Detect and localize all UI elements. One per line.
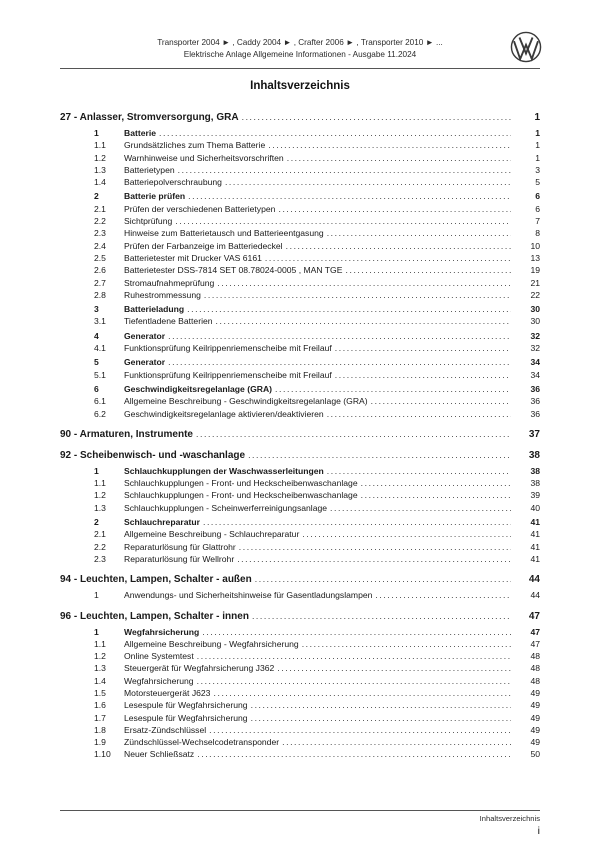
item-title: Funktionsprüfung Keilrippenriemenscheibe mit Freilauf (124, 369, 332, 380)
dot-leader (217, 277, 511, 289)
dot-leader (216, 315, 511, 327)
item-number: 2.1 (94, 203, 106, 214)
page-number: 44 (530, 590, 540, 601)
item-number: 1.7 (94, 712, 106, 723)
footer-divider (60, 810, 540, 811)
toc-item-row[interactable] (60, 408, 540, 420)
page-number: 30 (530, 304, 540, 315)
item-number: 1.4 (94, 177, 106, 188)
dot-leader (268, 139, 511, 151)
item-number: 2.2 (94, 216, 106, 227)
dot-leader (287, 152, 511, 164)
dot-leader (286, 240, 511, 252)
page-number: 1 (535, 152, 540, 163)
page-number: 50 (530, 749, 540, 760)
toc-item-row[interactable] (60, 589, 540, 601)
toc-item-row[interactable] (60, 240, 540, 252)
toc-item-row[interactable] (60, 315, 540, 327)
item-number: 1 (94, 128, 99, 138)
item-number: 1.5 (94, 687, 106, 698)
toc-item-row[interactable] (60, 215, 540, 227)
item-number: 4 (94, 330, 99, 341)
item-title: Schlauchkupplungen - Front- und Heckscheibenwaschanlage (124, 490, 358, 501)
item-number: 1 (94, 465, 99, 476)
item-title: Schlauchreparatur (124, 517, 200, 528)
toc-item-row[interactable] (60, 736, 540, 748)
item-number: 3.1 (94, 316, 106, 327)
dot-leader (237, 553, 511, 565)
page-title: Inhaltsverzeichnis (250, 80, 350, 92)
toc-item-row[interactable] (60, 553, 540, 565)
item-number: 1.1 (94, 638, 106, 649)
item-number: 2.4 (94, 240, 106, 251)
dot-leader (248, 449, 511, 462)
item-number: 4.1 (94, 343, 106, 354)
item-title: Ruhestrommessung (124, 289, 201, 300)
dot-leader (361, 477, 511, 489)
item-number: 2.1 (94, 529, 106, 540)
page-number: 38 (528, 449, 540, 461)
toc-item-row[interactable] (60, 675, 540, 687)
item-title: Warnhinweise und Sicherheitsvorschriften (124, 152, 284, 163)
page-number: 36 (530, 408, 540, 419)
toc-item-row[interactable] (60, 252, 540, 264)
item-title: Reparaturlösung für Wellrohr (124, 553, 235, 564)
item-title: Steuergerät für Wegfahrsicherung J362 (124, 663, 275, 674)
page-number: 49 (530, 687, 540, 698)
toc-chapter-row[interactable] (60, 449, 540, 462)
toc-item-row[interactable] (60, 369, 540, 381)
dot-leader (371, 395, 511, 407)
dot-leader (251, 712, 511, 724)
toc-chapter-row[interactable] (60, 610, 540, 623)
page-number: 49 (530, 724, 540, 735)
item-title: Allgemeine Beschreibung - Wegfahrsicherung (124, 638, 299, 649)
dot-leader (168, 356, 511, 368)
dot-leader (225, 176, 511, 188)
page-number: 44 (528, 574, 540, 586)
item-title: Stromaufnahmeprüfung (124, 277, 215, 288)
item-title: Prüfen der verschiedenen Batterietypen (124, 203, 276, 214)
item-number: 6 (94, 383, 99, 394)
page-number: 47 (530, 638, 540, 649)
footer-section-label: Inhaltsverzeichnis (479, 814, 540, 823)
chapter-label: 96 - Leuchten, Lampen, Schalter - innen (60, 610, 249, 622)
toc-item-row[interactable] (60, 650, 540, 662)
dot-leader (302, 638, 511, 650)
dot-leader (187, 303, 511, 315)
toc-item-row[interactable] (60, 190, 540, 202)
dot-leader (242, 111, 511, 124)
item-title: Lesespule für Wegfahrsicherung (124, 712, 248, 723)
page-number: 49 (530, 700, 540, 711)
item-number: 1 (94, 590, 99, 601)
toc-item-row[interactable] (60, 699, 540, 711)
page-number: 34 (530, 369, 540, 380)
page-number: 3 (535, 164, 540, 175)
dot-leader (282, 736, 511, 748)
vw-logo-icon (510, 31, 542, 63)
dot-leader (203, 516, 511, 528)
dot-leader (330, 502, 511, 514)
item-number: 1.8 (94, 724, 106, 735)
item-number: 6.1 (94, 396, 106, 407)
item-number: 1.2 (94, 152, 106, 163)
item-number: 2.8 (94, 289, 106, 300)
item-number: 1.1 (94, 478, 106, 489)
toc-item-row[interactable] (60, 289, 540, 301)
dot-leader (277, 662, 511, 674)
toc-item-row[interactable] (60, 528, 540, 540)
item-number: 2.3 (94, 228, 106, 239)
chapter-label: 90 - Armaturen, Instrumente (60, 428, 193, 440)
dot-leader (335, 369, 511, 381)
item-title: Schlauchkupplungen der Waschwasserleitungen (124, 465, 324, 476)
item-title: Batterieladung (124, 304, 185, 315)
item-title: Ersatz-Zündschlüssel (124, 724, 207, 735)
item-title: Schlauchkupplungen - Scheinwerferreinigungsanlage (124, 502, 328, 513)
item-number: 5.1 (94, 369, 106, 380)
item-title: Anwendungs- und Sicherheitshinweise für Gasentladungslampen (124, 590, 373, 601)
item-number: 1.9 (94, 737, 106, 748)
dot-leader (327, 408, 511, 420)
item-title: Tiefentladene Batterien (124, 316, 213, 327)
item-number: 1.2 (94, 490, 106, 501)
item-title: Motorsteuergerät J623 (124, 687, 211, 698)
item-number: 1.3 (94, 663, 106, 674)
item-number: 1.6 (94, 700, 106, 711)
chapter-label: 27 - Anlasser, Stromversorgung, GRA (60, 112, 239, 123)
item-number: 2.2 (94, 541, 106, 552)
dot-leader (335, 342, 511, 354)
toc-item-row[interactable] (60, 227, 540, 239)
page-number: 49 (530, 737, 540, 748)
page-number: 30 (530, 316, 540, 327)
item-title: Generator (124, 330, 166, 341)
dot-leader (375, 589, 511, 601)
dot-leader (239, 541, 511, 553)
toc-item-row[interactable] (60, 383, 540, 395)
toc-item-row[interactable] (60, 176, 540, 188)
dot-leader (202, 626, 511, 638)
page-number: 1 (535, 140, 540, 151)
dot-leader (327, 227, 511, 239)
dot-leader (204, 289, 511, 301)
item-title: Prüfen der Farbanzeige im Batteriedeckel (124, 240, 283, 251)
item-title: Geschwindigkeitsregelanlage (GRA) (124, 383, 273, 394)
toc-item-row[interactable] (60, 489, 540, 501)
page-number: 1 (535, 128, 540, 138)
page-number: 38 (530, 478, 540, 489)
page-number: 32 (530, 343, 540, 354)
item-number: 2.3 (94, 553, 106, 564)
dot-leader (251, 699, 511, 711)
toc-item-row[interactable] (60, 356, 540, 368)
dot-leader (159, 127, 511, 139)
dot-leader (255, 573, 511, 586)
item-title: Batterietester DSS-7814 SET 08.78024-0005 , MAN TGE (124, 265, 343, 276)
item-title: Batterietester mit Drucker VAS 6161 (124, 252, 262, 263)
header-subtitle-line: Elektrische Anlage Allgemeine Informationen - Ausgabe 11.2024 (183, 50, 417, 59)
dot-leader (197, 748, 511, 760)
item-number: 1.3 (94, 164, 106, 175)
toc-chapter-row[interactable] (60, 428, 540, 441)
toc-item-row[interactable] (60, 395, 540, 407)
toc-item-row[interactable] (60, 712, 540, 724)
item-number: 1.1 (94, 140, 106, 151)
toc-item-row[interactable] (60, 277, 540, 289)
item-number: 5 (94, 357, 99, 368)
item-title: Wegfahrsicherung (124, 626, 200, 637)
toc-item-row[interactable] (60, 152, 540, 164)
toc-item-row[interactable] (60, 203, 540, 215)
page-number: 34 (530, 357, 540, 368)
toc-item-row[interactable] (60, 477, 540, 489)
dot-leader (213, 687, 511, 699)
page-number: 10 (530, 240, 540, 251)
item-title: Reparaturlösung für Glattrohr (124, 541, 236, 552)
dot-leader (196, 428, 511, 441)
page-number: 48 (530, 675, 540, 686)
page-number: 8 (535, 228, 540, 239)
page-number: 19 (530, 265, 540, 276)
item-title: Batterie (124, 128, 156, 138)
dot-leader (302, 528, 511, 540)
page-number: 37 (528, 428, 540, 440)
toc-item-row[interactable] (60, 164, 540, 176)
item-number: 2 (94, 517, 99, 528)
header-models-line: Transporter 2004 ► , Caddy 2004 ► , Crafter 2006 ► , Transporter 2010 ► ... (157, 38, 443, 47)
page-number: 47 (528, 610, 540, 622)
item-title: Sichtprüfung (124, 216, 173, 227)
page-number: 40 (530, 502, 540, 513)
item-number: 2.7 (94, 277, 106, 288)
dot-leader (345, 264, 511, 276)
toc-item-row[interactable] (60, 303, 540, 315)
page-number: 21 (530, 277, 540, 288)
toc-item-row[interactable] (60, 638, 540, 650)
toc (60, 111, 540, 761)
item-title: Batterietypen (124, 164, 175, 175)
page-number: 6 (535, 191, 540, 202)
toc-item-row[interactable] (60, 139, 540, 151)
item-number: 1.10 (94, 749, 111, 760)
page-number: 7 (535, 216, 540, 227)
page-number: 39 (530, 490, 540, 501)
page-number: 36 (530, 396, 540, 407)
page-number: 41 (530, 541, 540, 552)
page-number: 47 (530, 626, 540, 637)
item-number: 3 (94, 304, 99, 315)
page-number: 49 (530, 712, 540, 723)
document-header (60, 34, 540, 61)
toc-item-row[interactable] (60, 502, 540, 514)
dot-leader (361, 489, 511, 501)
item-title: Wegfahrsicherung (124, 675, 194, 686)
dot-leader (197, 675, 511, 687)
item-title: Batterie prüfen (124, 191, 186, 202)
toc-chapter-row[interactable] (60, 573, 540, 586)
item-title: Funktionsprüfung Keilrippenriemenscheibe mit Freilauf (124, 343, 332, 354)
toc-item-row[interactable] (60, 264, 540, 276)
page-number: 41 (530, 529, 540, 540)
page-number: 41 (530, 517, 540, 528)
toc-item-row[interactable] (60, 516, 540, 528)
item-title: Allgemeine Beschreibung - Schlauchreparatur (124, 529, 300, 540)
dot-leader (252, 610, 511, 623)
toc-item-row[interactable] (60, 541, 540, 553)
item-title: Geschwindigkeitsregelanlage aktivieren/deaktivieren (124, 408, 324, 419)
item-title: Generator (124, 357, 166, 368)
item-number: 1 (94, 626, 99, 637)
page-number: 22 (530, 289, 540, 300)
page-number: 38 (530, 465, 540, 476)
page-number: 6 (535, 203, 540, 214)
document-footer (60, 810, 540, 837)
item-title: Lesespule für Wegfahrsicherung (124, 700, 248, 711)
dot-leader (168, 330, 511, 342)
dot-leader (327, 465, 511, 477)
dot-leader (188, 190, 511, 202)
dot-leader (278, 203, 511, 215)
item-number: 2.5 (94, 252, 106, 263)
page-number: 36 (530, 383, 540, 394)
toc-item-row[interactable] (60, 626, 540, 638)
dot-leader (209, 724, 511, 736)
toc-item-row[interactable] (60, 748, 540, 760)
item-number: 6.2 (94, 408, 106, 419)
item-title: Schlauchkupplungen - Front- und Heckscheibenwaschanlage (124, 478, 358, 489)
item-title: Grundsätzliches zum Thema Batterie (124, 140, 266, 151)
toc-item-row[interactable] (60, 127, 540, 139)
item-number: 2.6 (94, 265, 106, 276)
header-divider (60, 68, 540, 69)
footer-page-number: i (537, 825, 540, 837)
item-title: Batteriepolverschraubung (124, 177, 222, 188)
toc-item-row[interactable] (60, 662, 540, 674)
item-title: Online Systemtest (124, 651, 194, 662)
page-number: 48 (530, 651, 540, 662)
dot-leader (265, 252, 511, 264)
toc-item-row[interactable] (60, 342, 540, 354)
dot-leader (197, 650, 511, 662)
chapter-label: 92 - Scheibenwisch- und -waschanlage (60, 449, 246, 461)
item-number: 1.3 (94, 502, 106, 513)
page-number: 41 (530, 553, 540, 564)
toc-item-row[interactable] (60, 465, 540, 477)
item-title: Hinweise zum Batterietausch und Batterieentgasung (124, 228, 324, 239)
page-number: 48 (530, 663, 540, 674)
dot-leader (175, 215, 511, 227)
toc-chapter-row[interactable] (60, 111, 540, 124)
item-title: Zündschlüssel-Wechselcodetransponder (124, 737, 280, 748)
item-title: Neuer Schließsatz (124, 749, 195, 760)
toc-item-row[interactable] (60, 687, 540, 699)
page-number: 5 (535, 177, 540, 188)
page-number: 1 (534, 112, 540, 123)
item-number: 2 (94, 191, 99, 202)
item-title: Allgemeine Beschreibung - Geschwindigkeitsregelanlage (GRA) (124, 396, 368, 407)
item-number: 1.2 (94, 651, 106, 662)
toc-item-row[interactable] (60, 330, 540, 342)
item-number: 1.4 (94, 675, 106, 686)
chapter-label: 94 - Leuchten, Lampen, Schalter - außen (60, 574, 252, 586)
dot-leader (275, 383, 511, 395)
page-number: 13 (530, 252, 540, 263)
toc-item-row[interactable] (60, 724, 540, 736)
page-number: 32 (530, 330, 540, 341)
dot-leader (178, 164, 511, 176)
